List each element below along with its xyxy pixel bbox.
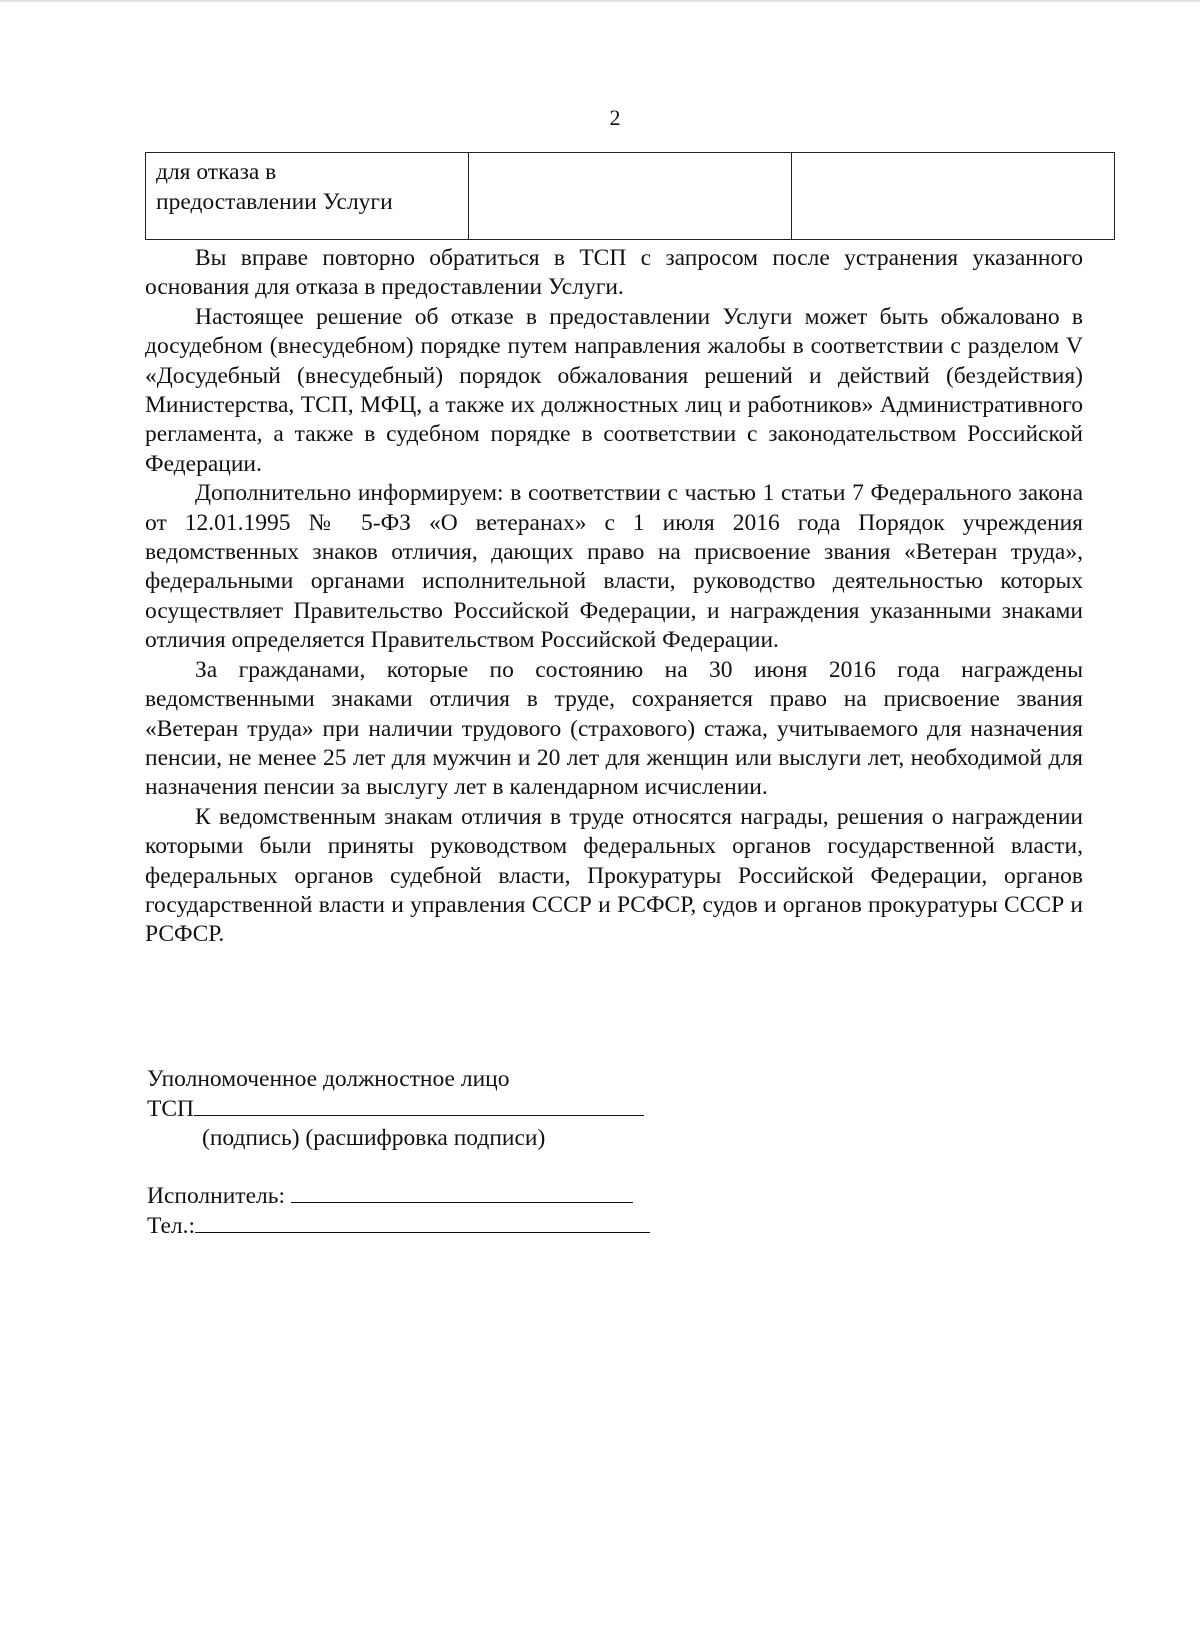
tsp-label: ТСП: [147, 1096, 194, 1122]
signature-caption: (подпись) (расшифровка подписи): [202, 1125, 546, 1151]
table-cell-reason: для отказа в предоставлении Услуги: [146, 153, 469, 240]
table-cell-empty: [469, 153, 792, 240]
official-label: Уполномоченное должностное лицо: [147, 1066, 510, 1092]
signature-blank: [194, 1094, 644, 1116]
executor-label: Исполнитель:: [147, 1183, 285, 1209]
table-row: [146, 153, 1115, 240]
tsp-signature-line: [147, 1094, 747, 1124]
scan-edge: [0, 0, 1200, 3]
executor-blank: [291, 1181, 633, 1203]
page-number: 2: [609, 105, 621, 130]
paragraph-appeal: Настоящее решение об отказе в предоставлении Услуги может быть обжаловано в досудебном (внесудебном) порядке путем направления жалобы в соответствии с разделом V «Досудебный (внесудебный) порядок обжалования решений и действий (бездействия) Министерства, ТСП, МФЦ, а также их должностных лиц и работников» Административного регламента, а также в судебном порядке в соответствии с законодательством Российской Федерации.: [145, 303, 1083, 477]
signature-block: [147, 1065, 747, 1241]
paragraph-additional-info: Дополнительно информируем: в соответствии с частью 1 статьи 7 Федерального закона от 12.01.1995 № 5-ФЗ «О ветеранах» с 1 июля 2016 года Порядок учреждения ведомственных знаков отличия, дающих право на присвоение звания «Ветеран труда», федеральными органами исполнительной власти, руководство деятельностью которых осуществляет Правительство Российской Федерации, и награждения указанными знаками отличия определяется Правительством Российской Федерации.: [145, 480, 1083, 654]
table-fragment: [145, 152, 1115, 240]
table-cell-empty: [792, 153, 1115, 240]
document-body: [145, 244, 1083, 950]
paragraph-awards: К ведомственным знакам отличия в труде относятся награды, решения о награждении которыми были приняты руководством федеральных органов государственной власти, федеральных органов судебной власти, Прокуратуры Российской Федерации, органов государственной власти и управления СССР и РСФСР, судов и органов прокуратуры СССР и РСФСР.: [145, 803, 1083, 948]
phone-line: [147, 1211, 747, 1241]
phone-label: Тел.:: [147, 1213, 196, 1239]
executor-line: [147, 1181, 747, 1211]
phone-blank: [195, 1211, 650, 1233]
paragraph-repeat-request: Вы вправе повторно обратиться в ТСП с запросом после устранения указанного основания для отказа в предоставлении Услуги.: [145, 245, 1083, 301]
paragraph-retained-right: За гражданами, которые по состоянию на 30 июня 2016 года награждены ведомственными знаками отличия в труде, сохраняется право на присвоение звания «Ветеран труда» при наличии трудового (страхового) стажа, учитываемого для назначения пенсии, не менее 25 лет для мужчин и 20 лет для женщин или выслуги лет, необходимой для назначения пенсии за выслугу лет в календарном исчислении.: [145, 656, 1083, 801]
